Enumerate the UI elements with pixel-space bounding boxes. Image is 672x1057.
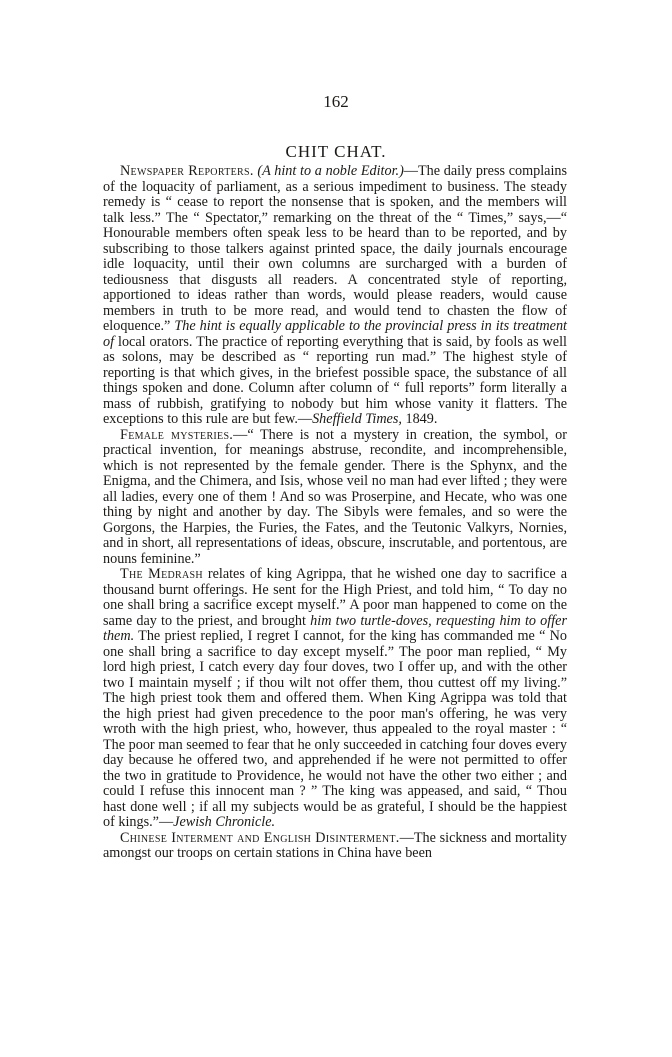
article-newspaper-reporters (103, 164, 567, 428)
article-subheading: (A hint to a noble Editor.) (257, 163, 404, 179)
page-number: 162 (323, 92, 349, 111)
article-chinese-interment (103, 831, 567, 862)
article-female-mysteries (103, 428, 567, 568)
article-source: Sheffield Times, (312, 411, 402, 427)
article-body: local orators. The practice of reporting everything that is said, by fools as well as solons, may be described as “ reporting run mad.” The highest style of reporting is that which gives, in the briefest possible space, the substance of all things spoken and done. Column after column of “ full reports” form literally a mass of rubbish, gratifying to nobody but him whose vanity it flatters. The exceptions to this rule are but few.— (103, 333, 567, 427)
article-heading: Newspaper Reporters. (120, 163, 254, 179)
article-body: relates of king Agrippa, that he wished one day to sacrifice a thousand burnt offerings. He sent for the High Priest, and told him, “ To day no one shall bring a sacrifice except myself.” A poor man happened to come on the same day to the priest, and brought (103, 566, 567, 629)
article-source-year: 1849. (401, 411, 438, 427)
article-heading: Female mysteries. (120, 426, 234, 443)
article-body: —The sickness and mortality amongst our troops on certain stations in China have been (103, 829, 567, 861)
article-heading: Chinese Interment and English Disinterment. (120, 829, 400, 846)
article-source: Jewish Chronicle. (173, 814, 276, 830)
article-body: —“ There is not a mystery in creation, the symbol, or practical invention, for meanings abstruse, recondite, and incomprehensible, which is not represented by the female gender. There is the Sphynx, and the Enigma, and the Chimera, and Isis, whose veil no man had ever lifted ; they were all ladies, every one of them ! And so was Proserpine, and Hecate, who was one thing by night and another by day. The Sibyls were females, and so were the Gorgons, the Harpies, the Furies, the Fates, and the Teutonic Valkyrs, Nornies, and in short, all representations of ideas, obscure, inscrutable, and portentous, are nouns feminine.” (103, 426, 567, 567)
page-title: CHIT CHAT. (285, 142, 387, 161)
article-italic-text: him two turtle-doves, requesting him to offer them. (103, 612, 567, 644)
article-body: The priest replied, I regret I cannot, for the king has commanded me “ No one shall bring a sacrifice to day except myself.” The poor man replied, “ My lord high priest, I catch every day four doves, two I offer up, and with the other two I maintain myself ; if thou wilt not offer them, thou cuttest off my living.” The high priest took them and offered them. When King Agrippa was told that the high priest had given precedence to the poor man's offering, he was very wroth with the high priest, who, however, thus appealed to the royal master : “ The poor man seemed to fear that he only succeeded in catching four doves every day because he offered two, and apprehended if he were not permitted to offer the two in gratitude to Providence, he would not have the other two either ; and could I refuse this innocent man ? ” The king was appeased, and said, “ Thou hast done well ; if all my subjects would be as grateful, I should be the happiest of kings.”— (103, 628, 567, 830)
article-italic-text: The hint is equally applicable to the provincial press in its treatment of (103, 318, 567, 350)
article-medrash (103, 567, 567, 831)
article-body: —The daily press complains of the loquacity of parliament, as a serious impediment to business. The steady remedy is “ cease to report the nonsense that is spoken, and the members will talk less.” The “ Spectator,” remarking on the threat of the “ Times,” says,—“ Honourable members often speak less to be heard than to be reported, and by subscribing to those talkers against printed space, the daily journals encourage idle loquacity, until their own columns are surcharged with a burden of tediousness that disgusts all readers. A concentrated style of reporting, apportioned to ideas rather than words, would please readers, would cause members in truth to be more read, and would tend to chasten the flow of eloquence.” (103, 163, 568, 334)
article-column (103, 164, 567, 862)
article-heading: The Medrash (120, 566, 203, 582)
